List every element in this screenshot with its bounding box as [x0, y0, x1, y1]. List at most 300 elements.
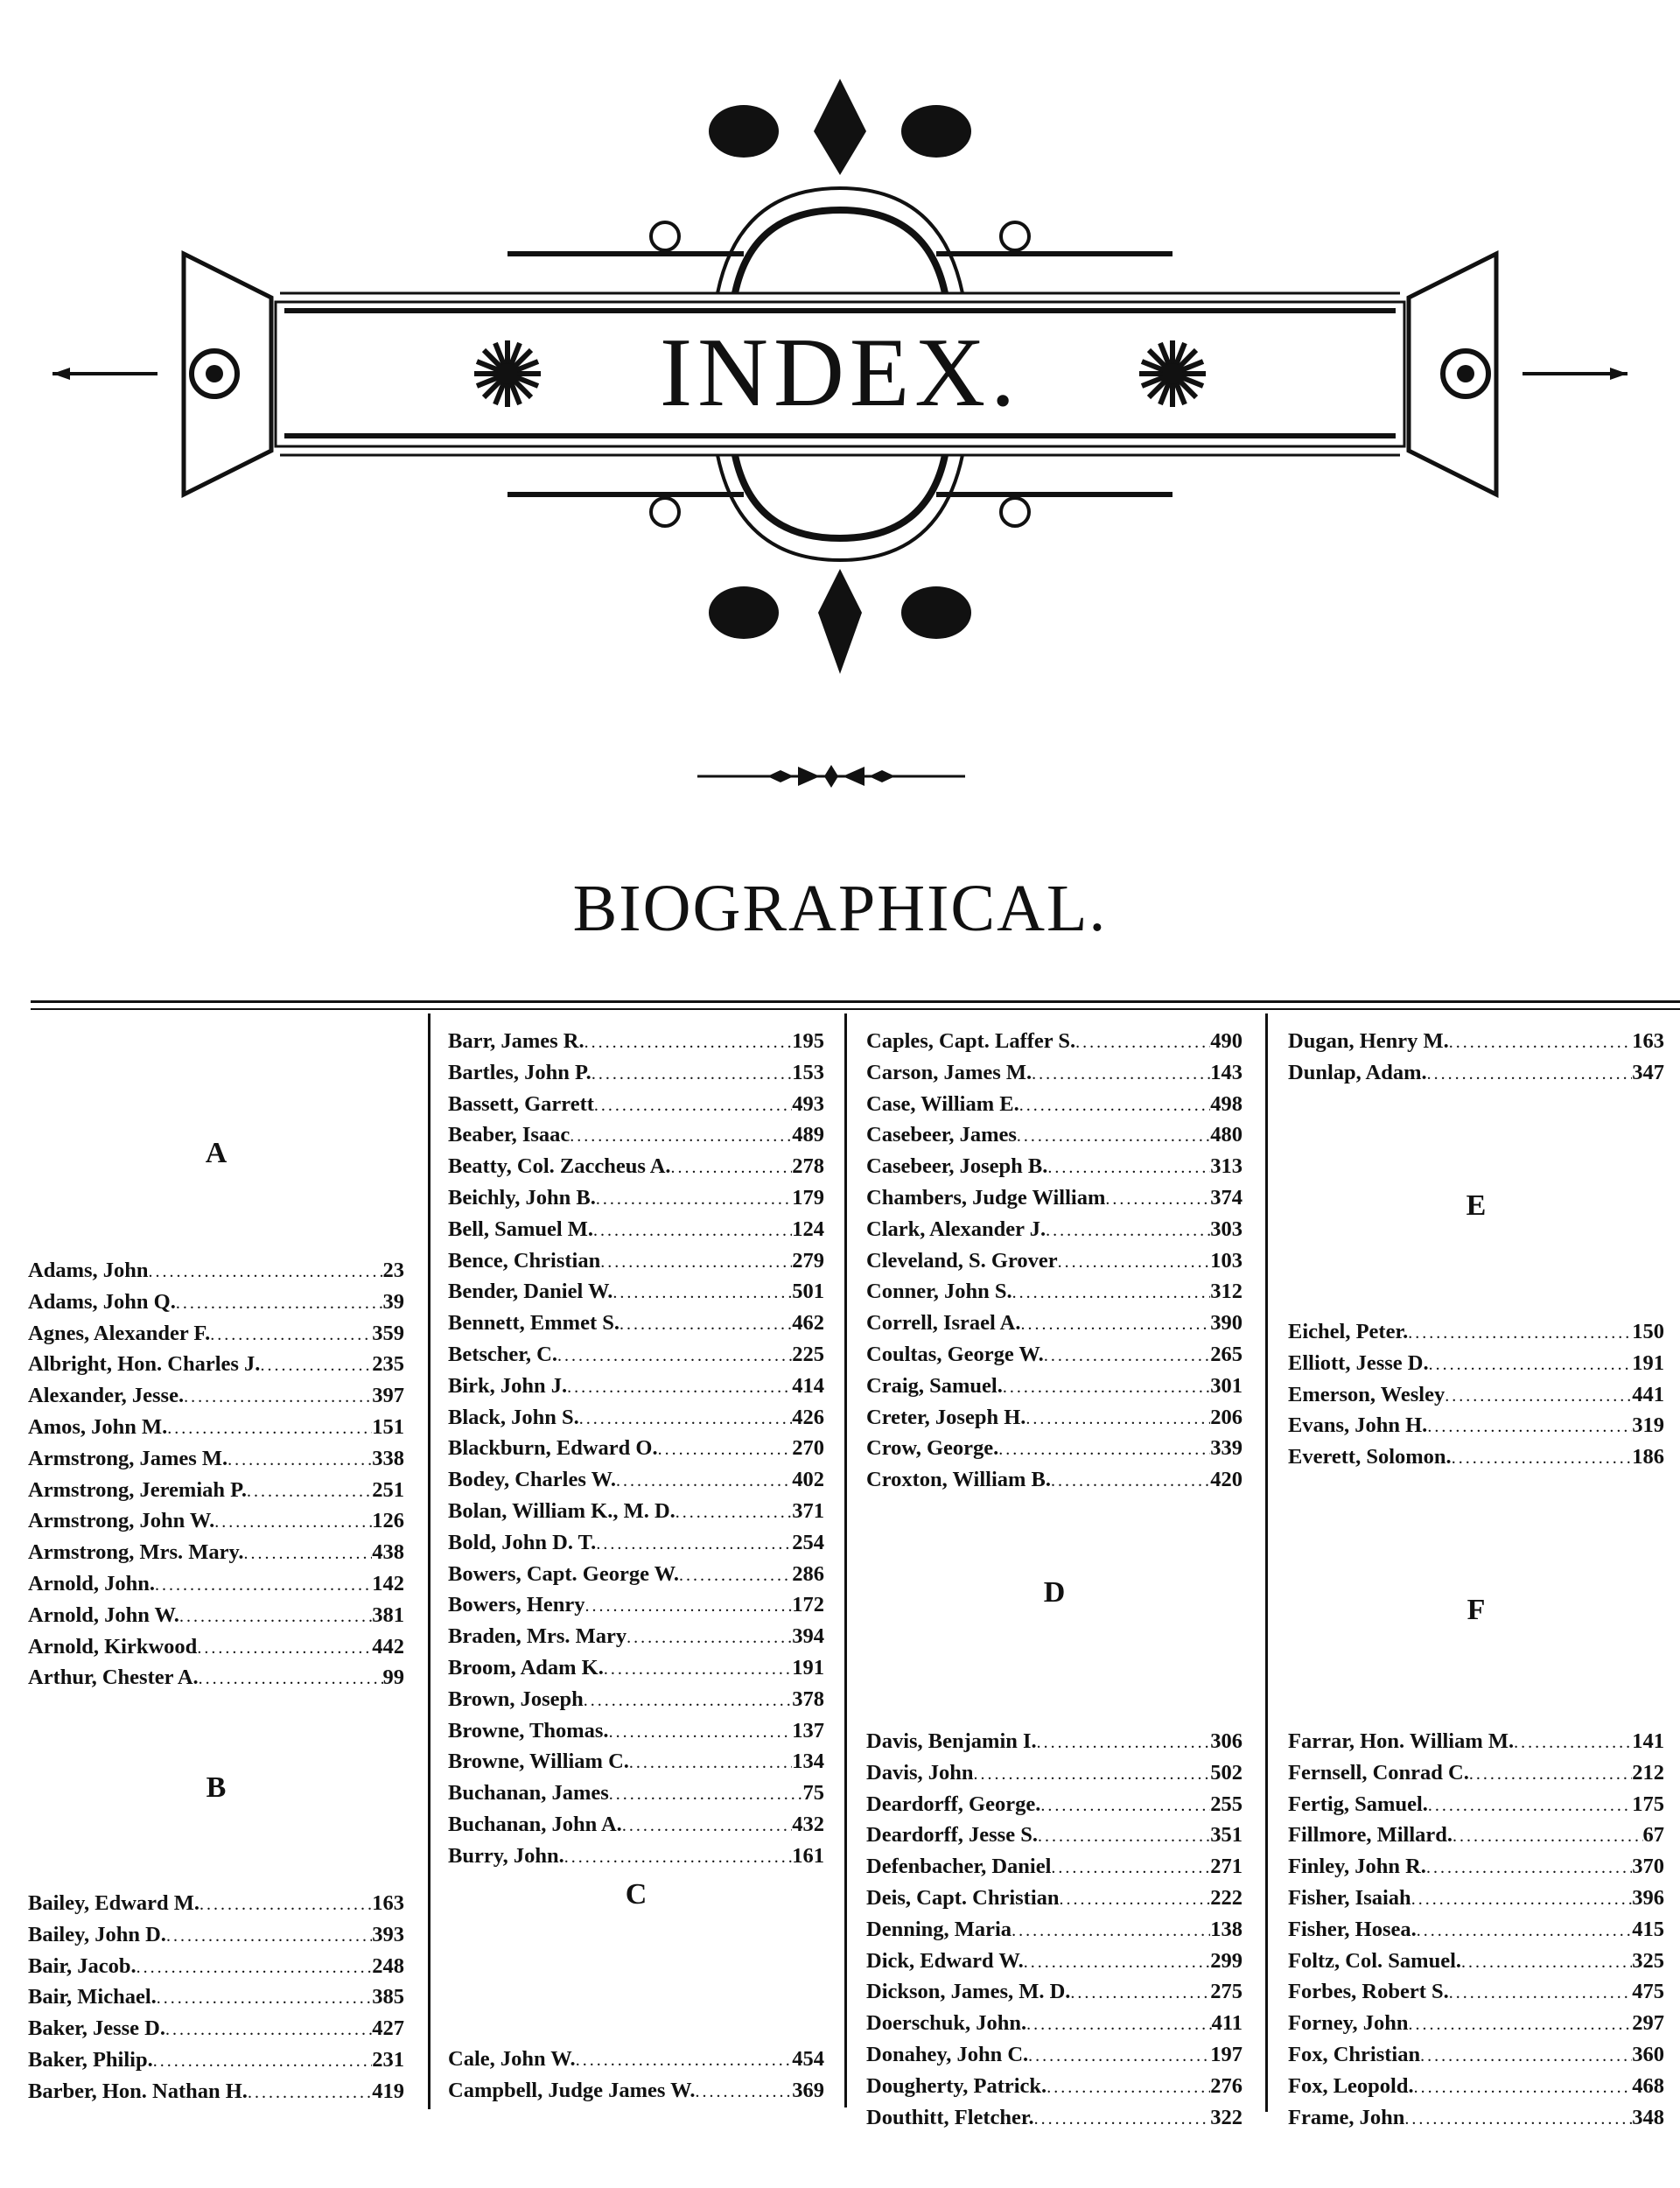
index-entry	[448, 1311, 824, 1343]
dot-leader	[176, 1294, 383, 1314]
index-entry	[866, 1468, 1242, 1499]
index-entry	[448, 1624, 824, 1656]
entry-name: Bassett, Garrett	[448, 1091, 594, 1116]
dot-leader	[197, 1638, 372, 1659]
entry-name: Deardorff, Jesse S.	[866, 1823, 1038, 1848]
entry-page-number: 138	[1210, 1917, 1242, 1941]
entry-list-d	[866, 1729, 1242, 2136]
dot-leader	[584, 1691, 792, 1711]
index-entry	[866, 1823, 1242, 1855]
entry-page-number: 191	[792, 1655, 824, 1680]
dot-leader	[974, 1764, 1211, 1785]
entry-name: Coultas, George W.	[866, 1342, 1044, 1366]
entry-name: Beaber, Isaac	[448, 1123, 570, 1147]
entry-page-number: 153	[792, 1060, 824, 1084]
dot-leader	[1038, 1827, 1210, 1847]
entry-name: Evans, John H.	[1288, 1413, 1428, 1438]
entry-name: Elliott, Jesse D.	[1288, 1350, 1429, 1375]
entry-page-number: 150	[1632, 1320, 1664, 1343]
index-column-4	[1288, 1013, 1664, 2129]
index-entry	[448, 1593, 824, 1624]
entry-name: Broom, Adam K.	[448, 1655, 604, 1680]
entry-page-number: 468	[1632, 2073, 1664, 2098]
index-entry	[28, 2048, 404, 2079]
entry-page-number: 312	[1210, 1280, 1242, 1304]
entry-name: Burry, John.	[448, 1843, 564, 1868]
entry-name: Douthitt, Fletcher.	[866, 2105, 1034, 2129]
dot-leader	[1044, 1346, 1210, 1366]
dot-leader	[1003, 1378, 1210, 1398]
index-entry	[448, 1436, 824, 1468]
dot-leader	[1040, 1796, 1210, 1816]
dot-leader	[671, 1158, 793, 1178]
index-entry	[28, 1635, 404, 1666]
index-entry	[448, 1343, 824, 1374]
entry-name: Bodey, Charles W.	[448, 1468, 616, 1492]
index-entry	[866, 1406, 1242, 1437]
dot-leader	[1426, 1858, 1632, 1878]
entry-name: Fernsell, Conrad C.	[1288, 1760, 1469, 1785]
index-entry	[866, 2043, 1242, 2074]
dot-leader	[1026, 2015, 1211, 2035]
entry-name: Forbes, Robert S.	[1288, 1980, 1449, 2004]
dot-leader	[200, 1895, 372, 1915]
entry-name: Barber, Hon. Nathan H.	[28, 2079, 248, 2103]
entry-page-number: 419	[372, 2079, 404, 2103]
index-entry	[866, 1249, 1242, 1280]
entry-name: Casebeer, Joseph B.	[866, 1154, 1048, 1179]
letter-heading-d: D	[1043, 1576, 1066, 1609]
dot-leader	[1051, 1858, 1210, 1878]
index-title: INDEX.	[659, 319, 1021, 427]
entry-page-number: 301	[1210, 1373, 1242, 1398]
index-entry	[28, 1923, 404, 1954]
index-entry	[1288, 1445, 1664, 1476]
entry-page-number: 371	[792, 1498, 824, 1523]
index-entry	[448, 1186, 824, 1217]
dot-leader	[1012, 1283, 1211, 1303]
index-entry	[448, 1249, 824, 1280]
entry-name: Dickson, James, M. D.	[866, 1980, 1071, 2004]
entry-name: Birk, John J.	[448, 1373, 568, 1398]
dot-leader	[585, 1596, 793, 1616]
entry-page-number: 212	[1632, 1760, 1664, 1785]
dot-leader	[679, 1566, 792, 1586]
entry-name: Agnes, Alexander F.	[28, 1321, 211, 1345]
index-entry	[866, 1217, 1242, 1249]
entry-page-number: 197	[1210, 2042, 1242, 2066]
entry-name: Eichel, Peter.	[1288, 1320, 1409, 1343]
entry-name: Barr, James R.	[448, 1029, 584, 1053]
dot-leader	[567, 1378, 792, 1398]
index-entry	[28, 1478, 404, 1510]
entry-list-f	[1288, 1729, 1664, 2136]
entry-page-number: 319	[1632, 1413, 1664, 1438]
entry-list-a	[28, 1259, 404, 1697]
dot-leader	[166, 1926, 372, 1946]
dot-leader	[214, 1512, 372, 1532]
index-entry	[28, 2079, 404, 2111]
entry-name: Craig, Samuel.	[866, 1373, 1003, 1398]
entry-page-number: 414	[792, 1373, 824, 1398]
index-entry	[448, 1468, 824, 1499]
entry-page-number: 75	[802, 1781, 824, 1806]
entry-page-number: 134	[792, 1750, 824, 1774]
dot-leader	[584, 1033, 793, 1053]
dot-leader	[594, 1096, 792, 1116]
index-entry	[448, 1406, 824, 1437]
entry-name: Beichly, John B.	[448, 1185, 596, 1210]
entry-page-number: 454	[792, 2047, 824, 2071]
index-entry	[866, 1061, 1242, 1092]
dot-leader	[998, 1440, 1210, 1460]
dot-leader	[1404, 2109, 1632, 2129]
entry-name: Donahey, John C.	[866, 2042, 1029, 2066]
dot-leader	[1105, 1189, 1210, 1210]
entry-name: Fertig, Samuel.	[1288, 1792, 1428, 1816]
header-rule	[31, 1000, 1680, 1003]
entry-name: Finley, John R.	[1288, 1855, 1426, 1879]
letter-heading-f: F	[1466, 1594, 1486, 1626]
entry-name: Armstrong, James M.	[28, 1446, 228, 1470]
index-entry	[448, 1217, 824, 1249]
dot-leader	[612, 1283, 792, 1303]
entry-page-number: 359	[372, 1321, 404, 1345]
index-entry	[1288, 1761, 1664, 1792]
entry-name: Buchanan, John A.	[448, 1812, 622, 1836]
entry-name: Adams, John	[28, 1259, 149, 1282]
entry-page-number: 126	[372, 1509, 404, 1533]
dot-leader	[596, 1534, 792, 1554]
entry-name: Frame, John	[1288, 2105, 1405, 2129]
entry-page-number: 231	[372, 2047, 404, 2072]
dot-leader	[1449, 1033, 1633, 1053]
entry-name: Bolan, William K., M. D.	[448, 1498, 676, 1523]
dot-leader	[564, 1848, 793, 1868]
entry-name: Forney, John	[1288, 2011, 1409, 2036]
entry-page-number: 179	[792, 1185, 824, 1210]
index-entry	[866, 1029, 1242, 1061]
entry-page-number: 438	[372, 1540, 404, 1565]
entry-name: Foltz, Col. Samuel.	[1288, 1948, 1462, 1973]
index-entry	[28, 1603, 404, 1635]
dot-leader	[626, 1628, 792, 1648]
entry-name: Blackburn, Edward O.	[448, 1436, 658, 1461]
dot-leader	[1408, 1323, 1632, 1343]
index-entry	[448, 1123, 824, 1154]
dot-leader	[1414, 2078, 1633, 2098]
dot-leader	[622, 1816, 792, 1836]
index-entry	[866, 2011, 1242, 2043]
entry-list-c	[448, 2047, 824, 2110]
entry-page-number: 378	[792, 1687, 824, 1711]
entry-page-number: 394	[792, 1624, 824, 1649]
entry-page-number: 313	[1210, 1154, 1242, 1179]
index-entry	[448, 1531, 824, 1562]
dot-leader	[1445, 1386, 1632, 1406]
entry-page-number: 235	[372, 1352, 404, 1377]
dot-leader	[1032, 1064, 1210, 1084]
dot-leader	[260, 1356, 372, 1376]
dot-leader	[184, 1387, 372, 1407]
index-entry	[28, 1985, 404, 2016]
entry-name: Case, William E.	[866, 1091, 1019, 1116]
entry-name: Doerschuk, John.	[866, 2011, 1027, 2036]
index-entry	[28, 1415, 404, 1447]
section-title: BIOGRAPHICAL.	[572, 872, 1108, 945]
dot-leader	[1429, 1355, 1633, 1375]
entry-page-number: 286	[792, 1561, 824, 1586]
index-entry	[448, 1687, 824, 1719]
index-entry	[1288, 1351, 1664, 1383]
entry-page-number: 124	[792, 1217, 824, 1241]
entry-name: Albright, Hon. Charles J.	[28, 1352, 261, 1377]
dot-leader	[244, 1544, 373, 1564]
column-divider	[844, 1013, 847, 2107]
dot-leader	[1449, 1983, 1633, 2003]
entry-page-number: 137	[792, 1718, 824, 1743]
index-entry	[866, 1855, 1242, 1886]
dot-leader	[620, 1315, 792, 1335]
index-entry	[866, 1186, 1242, 1217]
dot-leader	[1428, 1796, 1632, 1816]
entry-page-number: 142	[372, 1571, 404, 1595]
dot-leader	[1469, 1764, 1632, 1785]
entry-page-number: 498	[1210, 1091, 1242, 1116]
index-entry	[866, 1886, 1242, 1918]
index-entry	[1288, 2043, 1664, 2074]
entry-page-number: 501	[792, 1280, 824, 1304]
entry-name: Betscher, C.	[448, 1342, 557, 1366]
column-divider	[428, 1013, 430, 2109]
index-entry	[866, 1761, 1242, 1792]
column-divider	[1265, 1013, 1268, 2112]
index-entry	[866, 1436, 1242, 1468]
dot-leader	[210, 1325, 372, 1345]
dot-leader	[1411, 1890, 1633, 1910]
index-entry	[1288, 2011, 1664, 2043]
dot-leader	[695, 2082, 792, 2102]
index-entry	[448, 1374, 824, 1406]
entry-name: Arnold, John.	[28, 1571, 156, 1595]
dot-leader	[629, 1753, 792, 1773]
dot-leader	[1024, 1953, 1211, 1973]
entry-name: Amos, John M.	[28, 1414, 168, 1439]
index-entry	[866, 1343, 1242, 1374]
index-entry	[28, 1322, 404, 1353]
entry-name: Fillmore, Millard.	[1288, 1823, 1453, 1848]
index-entry	[448, 2047, 824, 2079]
entry-page-number: 393	[372, 1922, 404, 1946]
entry-name: Dougherty, Patrick.	[866, 2073, 1047, 2098]
dot-leader	[248, 2083, 372, 2103]
index-entry	[28, 1290, 404, 1322]
dot-leader	[1452, 1448, 1633, 1469]
index-entry	[1288, 1886, 1664, 1918]
dot-leader	[579, 1409, 792, 1429]
entry-name: Baker, Philip.	[28, 2047, 153, 2072]
index-entry	[1288, 1029, 1664, 1061]
entry-name: Chambers, Judge William	[866, 1185, 1106, 1210]
index-entry	[448, 1562, 824, 1594]
index-entry	[28, 1509, 404, 1540]
index-entry	[448, 1280, 824, 1311]
dot-leader	[1417, 1921, 1632, 1941]
entry-name: Bowers, Henry	[448, 1593, 585, 1617]
index-entry	[28, 1259, 404, 1290]
letter-heading-e: E	[1466, 1189, 1487, 1222]
entry-page-number: 385	[372, 1985, 404, 2009]
dot-leader	[1060, 1890, 1211, 1910]
entry-page-number: 278	[792, 1154, 824, 1179]
entry-name: Davis, Benjamin I.	[866, 1729, 1037, 1753]
letter-heading-c: C	[625, 1878, 648, 1911]
index-entry	[1288, 1413, 1664, 1445]
entry-page-number: 265	[1210, 1342, 1242, 1366]
entry-page-number: 420	[1210, 1468, 1242, 1492]
entry-page-number: 151	[372, 1414, 404, 1439]
entry-name: Browne, Thomas.	[448, 1718, 609, 1743]
entry-list-d-continued	[1288, 1029, 1664, 1092]
dot-leader	[592, 1064, 792, 1084]
index-entry	[1288, 1061, 1664, 1092]
entry-page-number: 161	[792, 1843, 824, 1868]
index-entry	[448, 1499, 824, 1531]
entry-page-number: 351	[1210, 1823, 1242, 1848]
dot-leader	[149, 1262, 383, 1282]
index-entry	[866, 1374, 1242, 1406]
entry-page-number: 396	[1632, 1885, 1664, 1910]
entry-name: Fox, Leopold.	[1288, 2073, 1414, 2098]
entry-page-number: 251	[372, 1477, 404, 1502]
dot-leader	[1409, 2015, 1633, 2035]
index-entry	[28, 1666, 404, 1697]
index-entry	[1288, 1383, 1664, 1414]
entry-name: Correll, Israel A.	[866, 1311, 1021, 1336]
entry-name: Crow, George.	[866, 1436, 999, 1461]
index-entry	[1288, 1823, 1664, 1855]
entry-name: Bold, John D. T.	[448, 1530, 597, 1554]
header-rule	[31, 1008, 1680, 1010]
entry-name: Casebeer, James	[866, 1123, 1017, 1147]
entry-page-number: 299	[1210, 1948, 1242, 1973]
entry-name: Bartles, John P.	[448, 1060, 592, 1084]
dot-leader	[1020, 1315, 1210, 1335]
dot-leader	[570, 1126, 792, 1147]
dot-leader	[153, 2051, 373, 2072]
entry-page-number: 462	[792, 1311, 824, 1336]
entry-name: Bair, Jacob.	[28, 1953, 136, 1978]
entry-name: Defenbacher, Daniel	[866, 1855, 1052, 1879]
entry-page-number: 163	[1632, 1029, 1664, 1053]
entry-name: Carson, James M.	[866, 1060, 1032, 1084]
index-entry	[28, 1384, 404, 1415]
entry-page-number: 279	[792, 1248, 824, 1273]
index-entry	[448, 1844, 824, 1876]
dot-leader	[1034, 2109, 1211, 2129]
dot-leader	[596, 1189, 792, 1210]
entry-list-e	[1288, 1320, 1664, 1476]
entry-page-number: 325	[1632, 1948, 1664, 1973]
dot-leader	[600, 1252, 792, 1273]
entry-page-number: 172	[792, 1593, 824, 1617]
index-entry	[448, 1656, 824, 1687]
index-entry	[28, 2016, 404, 2048]
dot-leader	[1047, 1158, 1210, 1178]
dot-leader	[616, 1471, 792, 1491]
index-entry	[1288, 1980, 1664, 2011]
index-entry	[28, 1891, 404, 1923]
entry-page-number: 347	[1632, 1060, 1664, 1084]
index-entry	[28, 1572, 404, 1603]
entry-page-number: 222	[1210, 1885, 1242, 1910]
letter-heading-a: A	[205, 1137, 228, 1169]
entry-page-number: 141	[1632, 1729, 1664, 1753]
index-entry	[1288, 1949, 1664, 1981]
entry-name: Fisher, Isaiah	[1288, 1885, 1411, 1910]
dot-leader	[155, 1575, 372, 1595]
entry-name: Dugan, Henry M.	[1288, 1029, 1449, 1053]
entry-page-number: 163	[372, 1891, 404, 1915]
entry-page-number: 99	[382, 1666, 404, 1690]
entry-page-number: 415	[1632, 1917, 1664, 1941]
entry-name: Arnold, John W.	[28, 1602, 179, 1627]
entry-page-number: 360	[1632, 2042, 1664, 2066]
index-entry	[866, 1092, 1242, 1124]
entry-name: Armstrong, John W.	[28, 1509, 215, 1533]
flourish-divider-icon	[697, 763, 965, 789]
dot-leader	[1075, 1033, 1210, 1053]
dot-leader	[165, 2020, 372, 2040]
entry-page-number: 502	[1210, 1760, 1242, 1785]
dot-leader	[1420, 2046, 1632, 2066]
entry-name: Bennett, Emmet S.	[448, 1311, 620, 1336]
dot-leader	[136, 1958, 373, 1978]
entry-page-number: 175	[1632, 1792, 1664, 1816]
dot-leader	[157, 1988, 372, 2009]
index-entry	[448, 1092, 824, 1124]
index-entry	[1288, 1918, 1664, 1949]
dot-leader	[167, 1419, 372, 1439]
index-entry	[1288, 1792, 1664, 1824]
entry-page-number: 143	[1210, 1060, 1242, 1084]
entry-page-number: 493	[792, 1091, 824, 1116]
entry-name: Arnold, Kirkwood	[28, 1634, 198, 1659]
entry-name: Campbell, Judge James W.	[448, 2078, 696, 2102]
entry-page-number: 322	[1210, 2105, 1242, 2129]
entry-name: Davis, John	[866, 1760, 974, 1785]
entry-page-number: 271	[1210, 1855, 1242, 1879]
dot-leader	[1427, 1417, 1632, 1437]
entry-name: Conner, John S.	[866, 1280, 1012, 1304]
dot-leader	[593, 1221, 792, 1241]
entry-name: Dunlap, Adam.	[1288, 1060, 1427, 1084]
dot-leader	[1017, 1126, 1210, 1147]
dot-leader	[1427, 1064, 1633, 1084]
entry-page-number: 255	[1210, 1792, 1242, 1816]
index-entry	[28, 1954, 404, 1986]
entry-page-number: 480	[1210, 1123, 1242, 1147]
entry-page-number: 427	[372, 2016, 404, 2041]
index-entry	[866, 1729, 1242, 1761]
entry-page-number: 276	[1210, 2073, 1242, 2098]
index-entry	[866, 1123, 1242, 1154]
entry-page-number: 475	[1632, 1980, 1664, 2004]
entry-name: Clark, Alexander J.	[866, 1217, 1046, 1241]
entry-name: Cleveland, S. Grover	[866, 1248, 1058, 1273]
index-entry	[1288, 1855, 1664, 1886]
entry-name: Bender, Daniel W.	[448, 1280, 613, 1304]
